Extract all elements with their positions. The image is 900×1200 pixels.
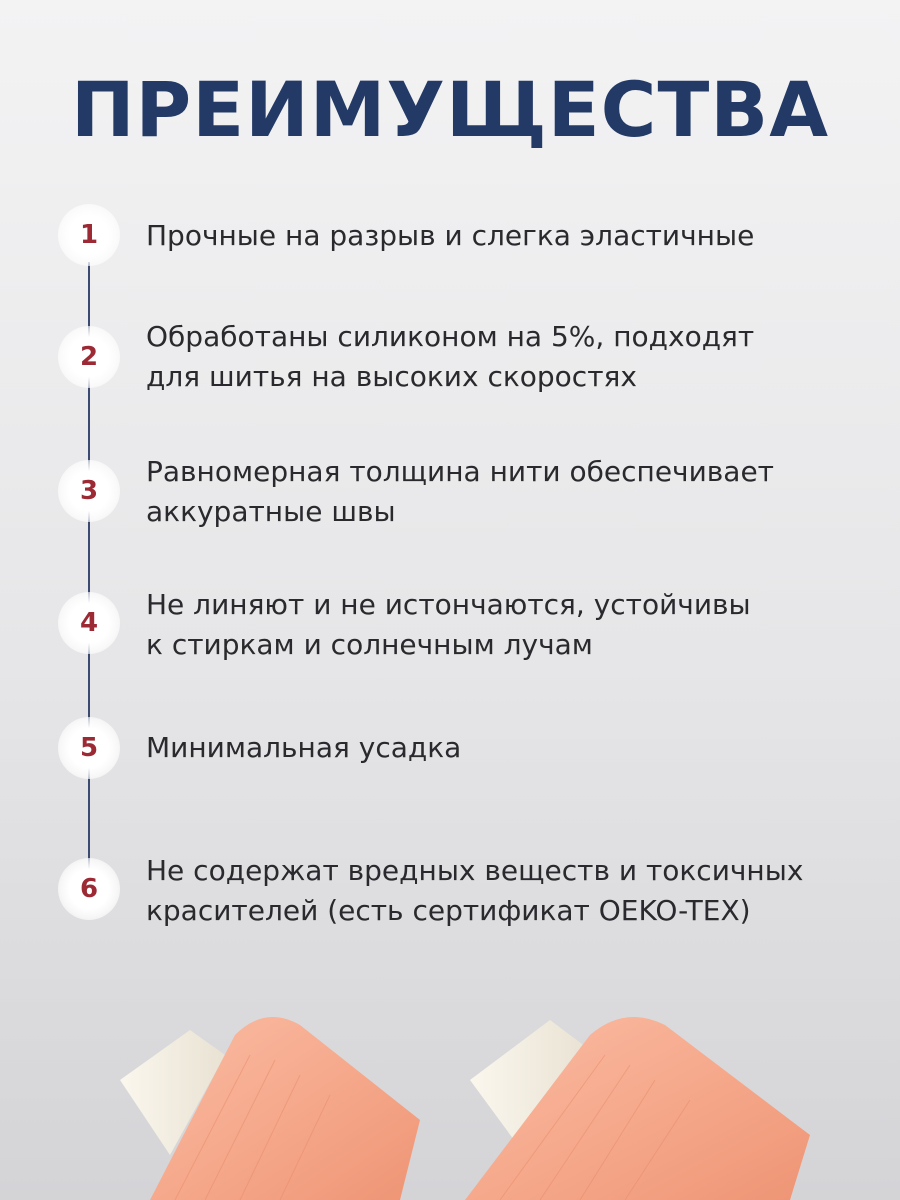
advantage-text: Равномерная толщина нити обеспечивает — [146, 455, 774, 488]
advantage-text: Не содержат вредных веществ и токсичных — [146, 854, 804, 887]
advantage-text: к стиркам и солнечным лучам — [146, 628, 593, 661]
spool-right — [465, 1017, 810, 1200]
step-marker-3 — [58, 460, 120, 522]
advantage-text: для шитья на высоких скоростях — [146, 360, 637, 393]
advantage-item-3 — [146, 452, 866, 532]
step-number: 2 — [79, 342, 99, 372]
advantage-item-1 — [146, 216, 866, 256]
spool-left — [120, 1017, 420, 1200]
advantage-text: Прочные на разрыв и слегка эластичные — [146, 219, 755, 252]
advantage-text: красителей (есть сертификат OEKO-TEX) — [146, 894, 751, 927]
advantage-item-2 — [146, 317, 866, 397]
step-number: 4 — [79, 608, 99, 638]
step-marker-6 — [58, 858, 120, 920]
step-number: 1 — [79, 220, 99, 250]
thread-spools-image — [0, 980, 900, 1200]
step-marker-5 — [58, 717, 120, 779]
advantage-item-4 — [146, 585, 866, 665]
step-number: 5 — [79, 733, 99, 763]
advantage-text: Не линяют и не истончаются, устойчивы — [146, 588, 751, 621]
page-title: ПРЕИМУЩЕСТВА — [70, 65, 830, 154]
step-number: 3 — [79, 476, 99, 506]
step-marker-2 — [58, 326, 120, 388]
step-marker-1 — [58, 204, 120, 266]
advantage-text: Минимальная усадка — [146, 731, 462, 764]
advantage-text: Обработаны силиконом на 5%, подходят — [146, 320, 755, 353]
step-marker-4 — [58, 592, 120, 654]
advantage-item-6 — [146, 851, 866, 931]
step-number: 6 — [79, 874, 99, 904]
advantage-item-5 — [146, 728, 866, 768]
advantage-text: аккуратные швы — [146, 495, 396, 528]
